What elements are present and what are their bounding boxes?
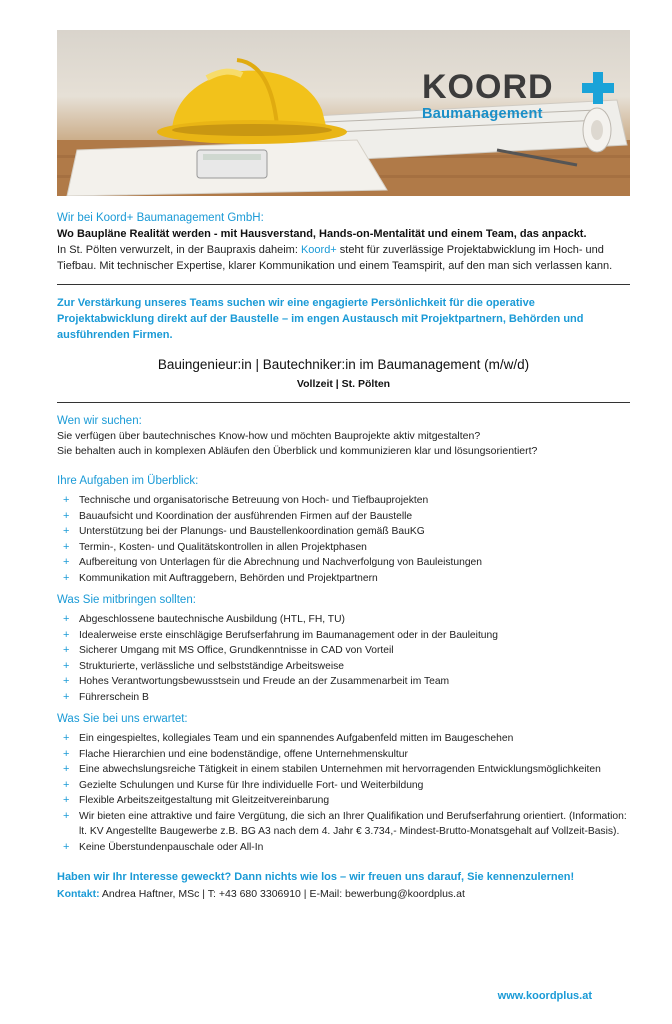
list-item: + Technische und organisatorische Betreuung von Hoch- und Tiefbauprojekten	[57, 493, 630, 509]
mitbringen-list	[57, 612, 630, 705]
plus-icon	[582, 72, 614, 104]
wen-line-2: Sie behalten auch in komplexen Abläufen den Überblick und kommunizieren klar und lösungsorientiert?	[57, 445, 538, 457]
contact-heading: Haben wir Ihr Interesse geweckt? Dann nichts wie los – wir freuen uns darauf, Sie kennenzulernen!	[57, 871, 575, 883]
list-item: + Wir bieten eine attraktive und faire Vergütung, die sich an Ihrer Qualifikation und Berufserfahrung orientiert. (Information: lt. KV Angestellte Baugewerbe z.B. BG A3 nach dem 4. Jahr € 3.734,- Mindest-Brutto-Monatsgehalt auf Vollzeit-Basis).	[63, 809, 627, 837]
plus-bullet-icon: +	[63, 675, 70, 687]
plus-bullet-icon: +	[63, 494, 70, 506]
website-link[interactable]: www.koordplus.at	[497, 990, 592, 1002]
list-item: + Abgeschlossene bautechnische Ausbildung (HTL, FH, TU)	[57, 612, 630, 628]
plus-bullet-icon: +	[63, 763, 70, 775]
intro-heading: Wir bei Koord+ Baumanagement GmbH:	[57, 212, 264, 224]
logo-wordmark: KOORD	[422, 68, 554, 106]
brand-name: Koord+	[300, 244, 337, 256]
job-posting	[57, 210, 630, 902]
section-heading-mitbringen: Was Sie mitbringen sollten:	[57, 594, 196, 606]
recruit-statement: Zur Verstärkung unseres Teams suchen wir eine engagierte Persönlichkeit für die operative Projektabwicklung direkt auf der Baustelle – im engen Austausch mit Projektpartnern, Behörden und ausführenden Firmen.	[57, 297, 584, 341]
plus-bullet-icon: +	[63, 644, 70, 656]
list-item: + Keine Überstundenpauschale oder All-In	[57, 840, 630, 856]
list-item: + Eine abwechslungsreiche Tätigkeit in einem stabilen Unternehmen mit hervorragenden Entwicklungsmöglichkeiten	[57, 762, 630, 778]
section-heading-erwartet: Was Sie bei uns erwartet:	[57, 713, 188, 725]
plus-bullet-icon: +	[63, 690, 70, 703]
wen-line-1: Sie verfügen über bautechnisches Know-how und möchten Bauprojekte aktiv mitgestalten?	[57, 430, 481, 442]
plus-bullet-icon: +	[63, 509, 70, 522]
contact-details: Andrea Haftner, MSc | T: +43 680 3306910 | E-Mail: bewerbung@koordplus.at	[99, 888, 465, 900]
plus-bullet-icon: +	[63, 613, 70, 625]
list-item: + Strukturierte, verlässliche und selbstständige Arbeitsweise	[57, 659, 630, 675]
list-item: + Flexible Arbeitszeitgestaltung mit Gleitzeitvereinbarung	[57, 793, 630, 809]
plus-bullet-icon: +	[63, 778, 70, 791]
list-item: + Bauaufsicht und Koordination der ausführenden Firmen auf der Baustelle	[57, 509, 630, 525]
divider	[57, 284, 630, 285]
plus-bullet-icon: +	[63, 747, 70, 760]
list-item: + Gezielte Schulungen und Kurse für Ihre individuelle Fort- und Weiterbildung	[57, 778, 630, 794]
plus-bullet-icon: +	[63, 794, 70, 806]
plus-bullet-icon: +	[63, 809, 70, 822]
list-item: + Sicherer Umgang mit MS Office, Grundkenntnisse in CAD von Vorteil	[57, 643, 630, 659]
list-item: + Aufbereitung von Unterlagen für die Abrechnung und Nachverfolgung von Bauleistungen	[57, 555, 630, 571]
plus-bullet-icon: +	[63, 556, 70, 568]
intro-tagline: Wo Baupläne Realität werden - mit Hausverstand, Hands-on-Mentalität und einem Team, das anpackt.	[57, 228, 587, 240]
list-item: + Termin-, Kosten- und Qualitätskontrollen in allen Projektphasen	[57, 540, 630, 556]
plus-bullet-icon: +	[63, 525, 70, 537]
plus-bullet-icon: +	[63, 540, 70, 553]
plus-bullet-icon: +	[63, 840, 70, 853]
list-item: + Flache Hierarchien und eine bodenständige, offene Unternehmenskultur	[57, 747, 630, 763]
erwartet-list	[57, 731, 630, 855]
list-item: + Führerschein B	[57, 690, 630, 706]
divider	[57, 402, 630, 403]
plus-bullet-icon: +	[63, 571, 70, 584]
list-item: + Ein eingespieltes, kollegiales Team und ein spannendes Aufgabenfeld mitten im Baugeschehen	[57, 731, 630, 747]
intro-text: In St. Pölten verwurzelt, in der Baupraxis daheim: Koord+ steht für zuverlässige Projektabwicklung im Hoch- und Tiefbau. Mit technischer Expertise, klarer Kommunikation und einem Teamspirit, auf den man sich verlassen kann.	[57, 244, 613, 272]
job-subtitle: Vollzeit | St. Pölten	[296, 378, 391, 390]
contact-label: Kontakt:	[57, 888, 100, 900]
logo-subtitle: Baumanagement	[422, 106, 543, 122]
list-item: + Kommunikation mit Auftraggebern, Behörden und Projektpartnern	[57, 571, 630, 587]
plus-bullet-icon: +	[63, 732, 70, 744]
aufgaben-list	[57, 493, 630, 586]
plus-bullet-icon: +	[63, 628, 70, 641]
list-item: + Unterstützung bei der Planungs- und Baustellenkoordination gemäß BauKG	[57, 524, 630, 540]
hero-image	[57, 30, 630, 196]
job-title: Bauingenieur:in | Bautechniker:in im Baumanagement (m/w/d)	[157, 357, 530, 372]
section-heading-aufgaben: Ihre Aufgaben im Überblick:	[57, 475, 199, 487]
company-logo	[422, 70, 612, 122]
list-item: + Hohes Verantwortungsbewusstsein und Freude an der Zusammenarbeit im Team	[57, 674, 630, 690]
plus-bullet-icon: +	[63, 659, 70, 672]
section-heading-wen: Wen wir suchen:	[57, 415, 142, 427]
list-item: + Idealerweise erste einschlägige Berufserfahrung im Baumanagement oder in der Bauleitung	[57, 628, 630, 644]
contact-line	[57, 886, 630, 902]
